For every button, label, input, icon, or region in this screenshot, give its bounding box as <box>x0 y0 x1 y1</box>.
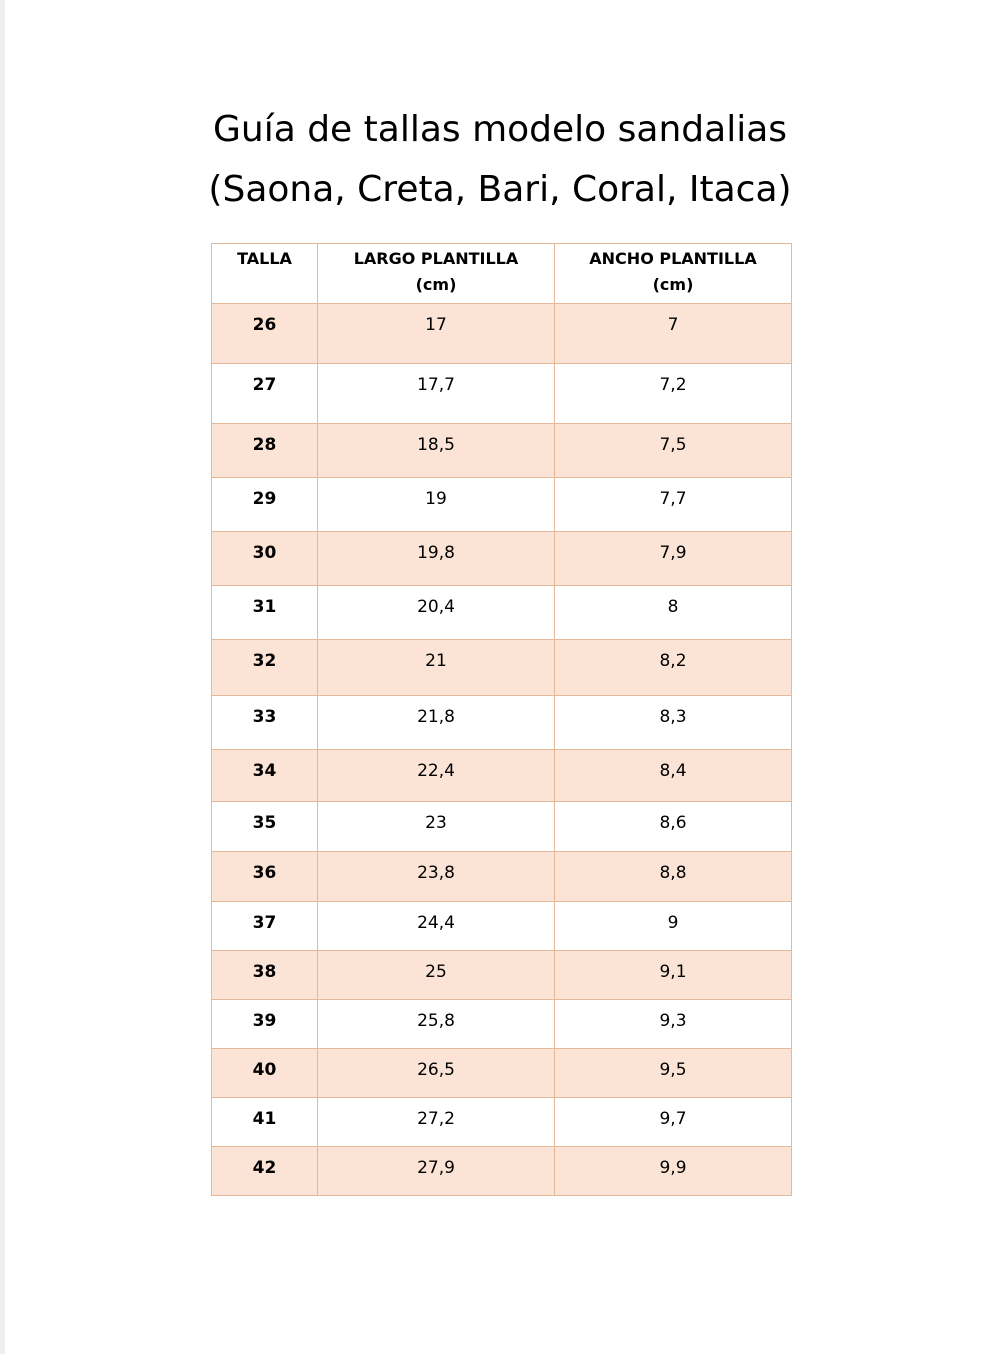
cell-talla: 39 <box>212 1000 318 1049</box>
cell-talla: 32 <box>212 640 318 696</box>
cell-ancho: 9,1 <box>555 951 792 1000</box>
cell-ancho: 9,3 <box>555 1000 792 1049</box>
cell-ancho: 9,9 <box>555 1147 792 1196</box>
cell-ancho: 7,2 <box>555 364 792 424</box>
cell-largo: 20,4 <box>318 586 555 640</box>
cell-talla: 30 <box>212 532 318 586</box>
cell-talla: 27 <box>212 364 318 424</box>
cell-talla: 42 <box>212 1147 318 1196</box>
cell-talla: 28 <box>212 424 318 478</box>
table-row <box>212 902 792 951</box>
page-title <box>0 100 995 220</box>
cell-talla: 34 <box>212 750 318 802</box>
cell-ancho: 9 <box>555 902 792 951</box>
cell-ancho: 9,5 <box>555 1049 792 1098</box>
table-row <box>212 802 792 852</box>
cell-talla: 26 <box>212 304 318 364</box>
cell-talla: 38 <box>212 951 318 1000</box>
cell-talla: 33 <box>212 696 318 750</box>
table-row <box>212 364 792 424</box>
table-row <box>212 1098 792 1147</box>
cell-ancho: 8,4 <box>555 750 792 802</box>
cell-ancho: 7 <box>555 304 792 364</box>
cell-ancho: 7,5 <box>555 424 792 478</box>
table-row <box>212 304 792 364</box>
table-row <box>212 1049 792 1098</box>
table-row <box>212 586 792 640</box>
cell-largo: 17 <box>318 304 555 364</box>
cell-largo: 27,2 <box>318 1098 555 1147</box>
table-header-row <box>212 244 792 304</box>
size-chart-table <box>211 243 792 1196</box>
cell-talla: 37 <box>212 902 318 951</box>
cell-largo: 22,4 <box>318 750 555 802</box>
cell-largo: 25 <box>318 951 555 1000</box>
header-talla-label: TALLA <box>237 249 292 268</box>
cell-talla: 29 <box>212 478 318 532</box>
table-row <box>212 640 792 696</box>
table-body <box>212 304 792 1196</box>
title-line-1: Guía de tallas modelo sandalias <box>212 109 788 150</box>
cell-largo: 21,8 <box>318 696 555 750</box>
cell-largo: 17,7 <box>318 364 555 424</box>
table-row <box>212 424 792 478</box>
cell-ancho: 8 <box>555 586 792 640</box>
table-row <box>212 750 792 802</box>
header-talla <box>212 244 318 304</box>
cell-ancho: 7,7 <box>555 478 792 532</box>
cell-ancho: 7,9 <box>555 532 792 586</box>
cell-ancho: 8,3 <box>555 696 792 750</box>
header-ancho-label: ANCHO PLANTILLA <box>589 249 757 268</box>
cell-largo: 25,8 <box>318 1000 555 1049</box>
cell-talla: 41 <box>212 1098 318 1147</box>
cell-ancho: 8,8 <box>555 852 792 902</box>
cell-ancho: 9,7 <box>555 1098 792 1147</box>
cell-largo: 26,5 <box>318 1049 555 1098</box>
table-row <box>212 1147 792 1196</box>
cell-talla: 36 <box>212 852 318 902</box>
cell-talla: 40 <box>212 1049 318 1098</box>
table-row <box>212 1000 792 1049</box>
table-row <box>212 478 792 532</box>
cell-largo: 27,9 <box>318 1147 555 1196</box>
cell-largo: 19,8 <box>318 532 555 586</box>
header-largo <box>318 244 555 304</box>
table-row <box>212 696 792 750</box>
cell-largo: 19 <box>318 478 555 532</box>
header-largo-label: LARGO PLANTILLA <box>353 249 519 268</box>
cell-ancho: 8,2 <box>555 640 792 696</box>
header-largo-unit: (cm) <box>415 275 457 294</box>
header-ancho <box>555 244 792 304</box>
cell-largo: 24,4 <box>318 902 555 951</box>
cell-largo: 18,5 <box>318 424 555 478</box>
table-row <box>212 852 792 902</box>
cell-largo: 21 <box>318 640 555 696</box>
table-row <box>212 532 792 586</box>
cell-talla: 31 <box>212 586 318 640</box>
header-ancho-unit: (cm) <box>652 275 694 294</box>
cell-ancho: 8,6 <box>555 802 792 852</box>
table-row <box>212 951 792 1000</box>
cell-largo: 23 <box>318 802 555 852</box>
cell-talla: 35 <box>212 802 318 852</box>
title-line-2: (Saona, Creta, Bari, Coral, Itaca) <box>208 169 792 210</box>
cell-largo: 23,8 <box>318 852 555 902</box>
